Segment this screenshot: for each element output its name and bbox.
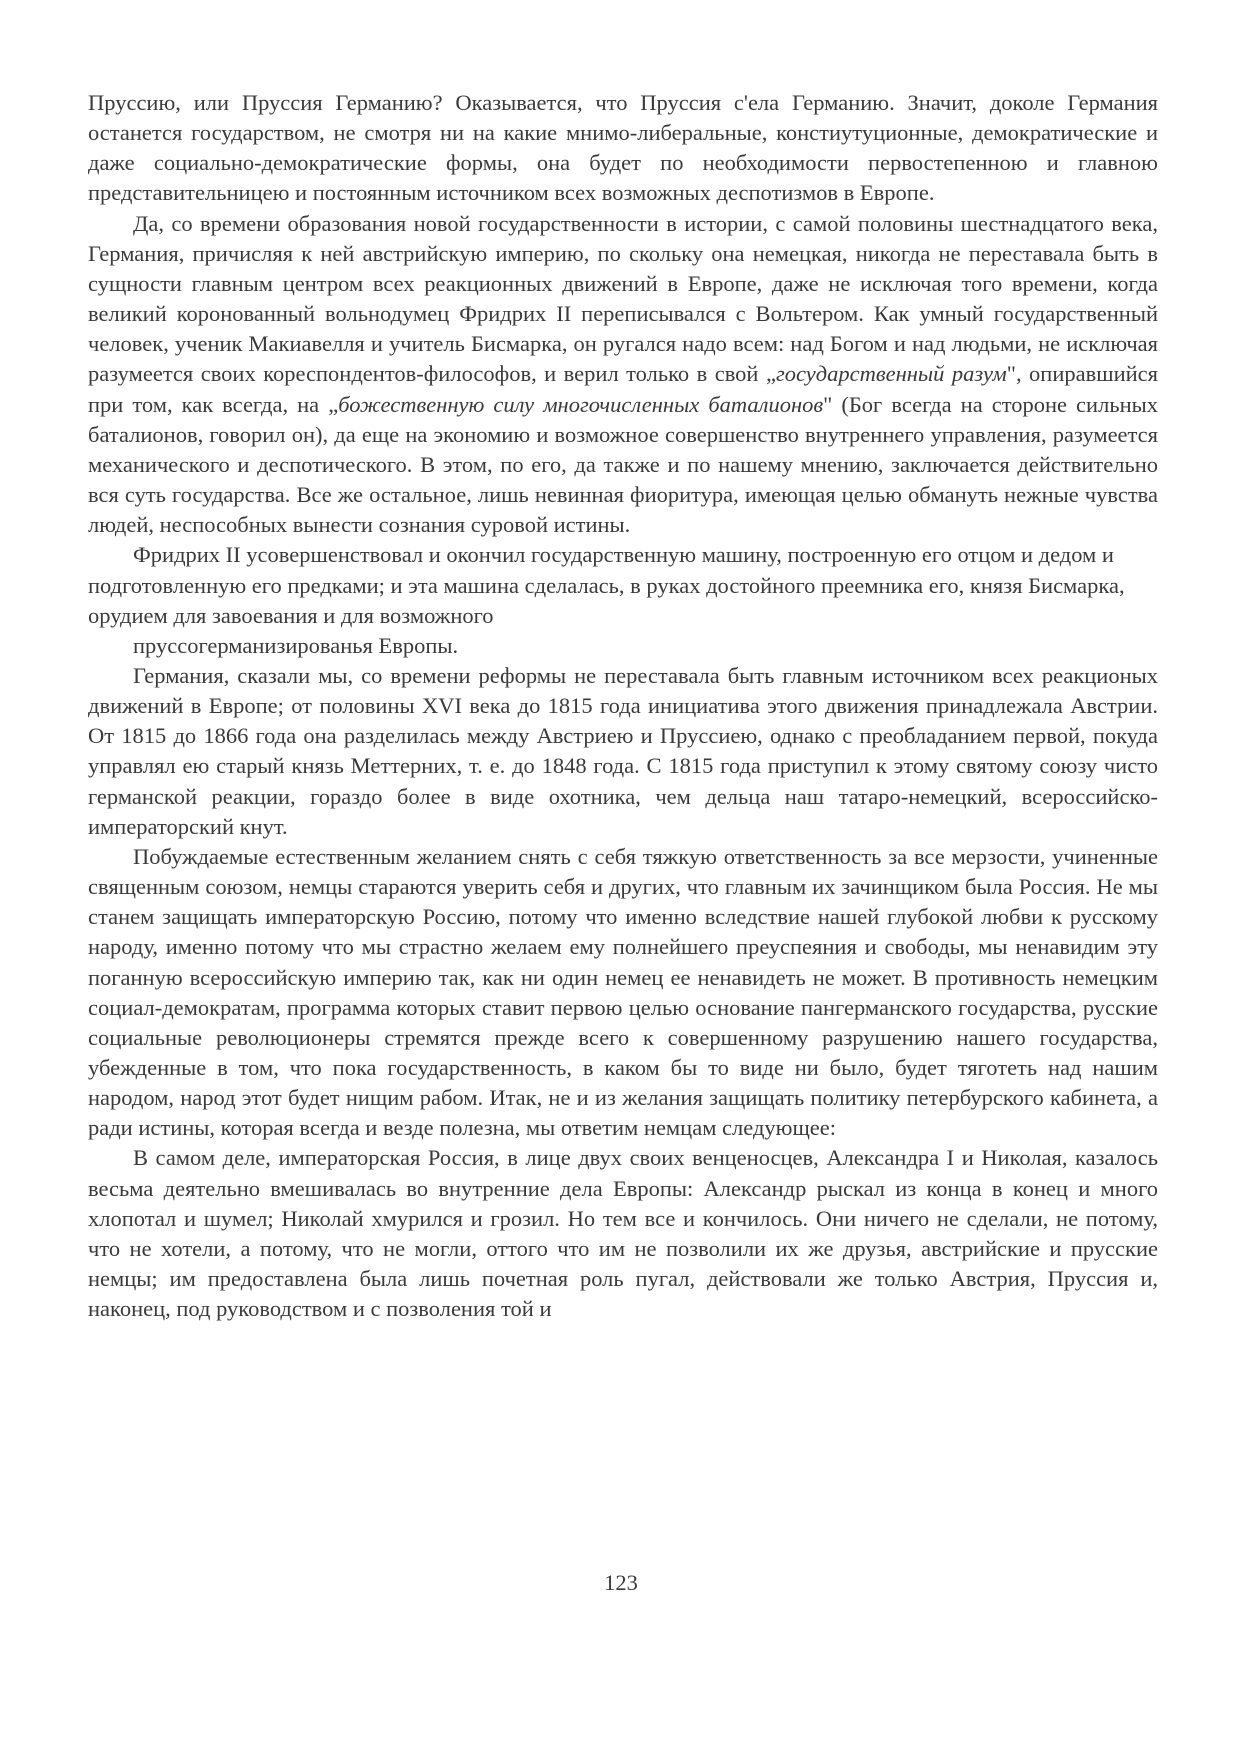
italic-state-reason: государственный разум xyxy=(775,361,1007,387)
paragraph-3: Фридрих II усовершенствовал и окончил государственную машину, построенную его отцом и дедом и подготовленную его предками; и эта машина сделалась, в руках достойного преемника его, князя Бисмарка, орудием для завоевания и для возможного xyxy=(88,542,1125,628)
paragraph-2-text-a: Да, со времени образования новой государственности в истории, с самой половины шестнадцатого века, Германия, причисляя к ней австрийскую империю, по скольку она немецкая, никогда не переставала быть в сущности главным центром всех реакционных движений в Европе, даже не исключая того времени, когда великий коронованный вольнодумец Фридрих II переписывался с Вольтером. Как умный государственный человек, ученик Макиавелля и учитель Бисмарка, он ругался надо всем: над Богом и над людьми, не исключая разумеется своих кореспондентов-философов, и верил только в свой „ xyxy=(88,210,1158,387)
paragraph-2-text-b: ", опиравшийся при том, как всегда, на „ xyxy=(88,361,1158,417)
paragraph-2 xyxy=(88,209,1158,541)
paragraph-1: Пруссию, или Пруссия Германию? Оказывается, что Пруссия с'ела Германию. Значит, доколе Германия останется государством, не смотря ни на какие мнимо-либеральные, констиутуционные, демократические и даже социально-демократические формы, она будет по необходимости первостепенною и главною представительницею и постоянным источником всех возможных деспотизмов в Европе. xyxy=(88,90,1158,206)
paragraph-4: Германия, сказали мы, со времени реформы не переставала быть главным источником всех реакционых движений в Европе; от половины XVI века до 1815 года инициатива этого движения принадлежала Австрии. От 1815 до 1866 года она разделилась между Австриею и Пруссиею, однако с преобладанием первой, покуда управлял ею старый князь Меттерних, т. е. до 1848 года. С 1815 года приступил к этому святому союзу чисто германской реакции, гораздо более в виде охотника, чем дельца наш татаро-немецкий, всероссийско-императорский кнут. xyxy=(88,662,1158,839)
paragraph-2-text-c: " (Бог всегда на стороне сильных баталионов, говорил он), да еще на экономию и возможное совершенство внутреннего управления, разумеется механического и деспотического. В этом, по его, да также и по нашему мнению, заключается действительно вся суть государства. Все же остальное, лишь невинная фиоритура, имеющая целью обмануть нежные чувства людей, неспособных вынести сознания суровой истины. xyxy=(88,391,1158,538)
page-number: 123 xyxy=(604,1570,638,1595)
paragraph-3-continuation: пруссогерманизированья Европы. xyxy=(133,632,459,658)
page-body xyxy=(88,88,1158,1324)
paragraph-5: Побуждаемые естественным желанием снять с себя тяжкую ответственность за все мерзости, учиненные священным союзом, немцы стараются уверить себя и других, что главным их зачинщиком была Россия. Не мы станем защищать императорскую Россию, потому что именно вследствие нашей глубокой любви к русскому народу, именно потому что мы страстно желаем ему полнейшего преуспеяния и свободы, мы ненавидим эту поганную всероссийскую империю так, как ни один немец ее ненавидеть не может. В противность немецким социал-демократам, программа которых ставит первою целью основание пангерманского государства, русские социальные революционеры стремятся прежде всего к совершенному разрушению нашего государства, убежденные в том, что пока государственность, в каком бы то виде ни было, будет тяготеть над нашим народом, народ этот будет нищим рабом. Итак, не и из желания защищать политику петербурского кабинета, а ради истины, которая всегда и везде полезна, мы ответим немцам следующее: xyxy=(88,843,1158,1141)
italic-divine-force: божественную силу многочисленных баталионов xyxy=(338,391,824,417)
paragraph-6: В самом деле, императорская Россия, в лице двух своих венценосцев, Александра I и Николая, казалось весьма деятельно вмешивалась во внутренние дела Европы: Александр рыскал из конца в конец и много хлопотал и шумел; Николай хмурился и грозил. Но тем все и кончилось. Они ничего не сделали, не потому, что не хотели, а потому, что не могли, оттого что им не позволили их же друзья, австрийские и прусские немцы; им предоставлена была лишь почетная роль пугал, действовали же только Австрия, Пруссия и, наконец, под руководством и с позволения той и xyxy=(88,1145,1158,1322)
